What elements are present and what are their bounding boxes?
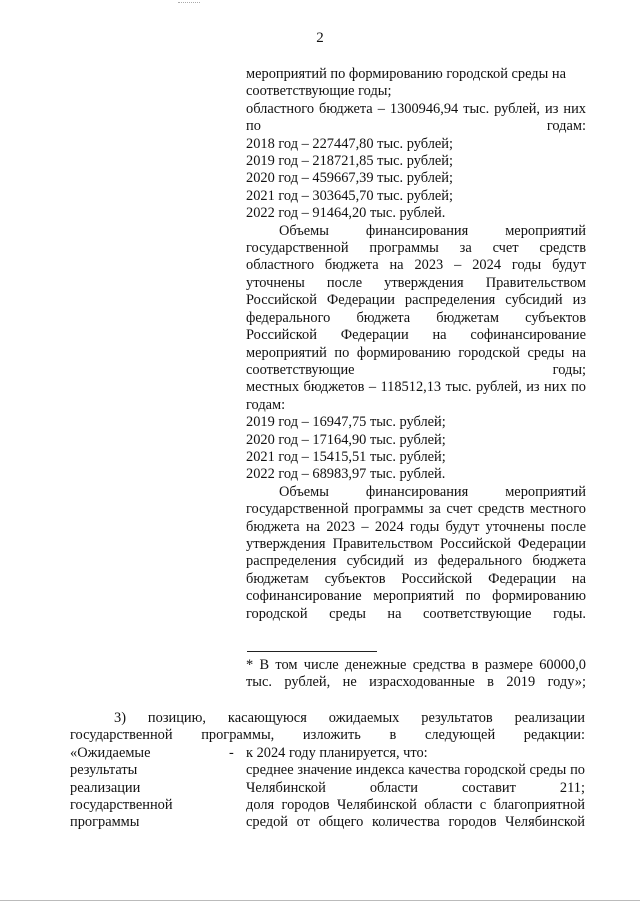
column-paragraph: 2021 год – 15415,51 тыс. рублей; (246, 448, 446, 465)
financing-column (246, 66, 586, 623)
column-paragraph: 2021 год – 303645,70 тыс. рублей; (246, 187, 453, 204)
label-line: результаты (70, 762, 138, 779)
result-paragraph: к 2024 году планируется, что: (246, 744, 428, 761)
label-line: «Ожидаемые (70, 744, 151, 761)
column-paragraph: областного бюджета – 1300946,94 тыс. рублей, из них по годам: (246, 100, 586, 135)
result-paragraph: среднее значение индекса качества городской среды по Челябинской области составит 211; (246, 762, 585, 796)
label-line: реализации (70, 779, 141, 796)
expected-results-content (225, 745, 585, 832)
column-paragraph: 2019 год – 218721,85 тыс. рублей; (246, 153, 453, 170)
column-paragraph: Объемы финансирования мероприятий государственной программы за счет средств местного бюджета на 2023 – 2024 годы будут уточнены после утверждения Правительством Российской Федерации распределения субсидий из федерального бюджета бюджетам субъектов Российской Федерации на софинансирование мероприятий по формированию городской среды на соответствующие годы. (246, 483, 586, 622)
column-paragraph: 2022 год – 91464,20 тыс. рублей. (246, 205, 446, 222)
footnote-divider (247, 651, 377, 652)
label-line: программы (70, 814, 140, 831)
label-dash: - (229, 744, 234, 761)
footnote: * В том числе денежные средства в размере 60000,0 тыс. рублей, не израсходованные в 2019 году»; (246, 657, 586, 691)
column-paragraph: мероприятий по формированию городской среды на соответствующие годы; (246, 66, 566, 100)
column-paragraph: Объемы финансирования мероприятий государственной программы за счет средств областного бюджета на 2023 – 2024 годы будут уточнены после утверждения Правительством Российской Федерации распределения субсидий из федерального бюджета бюджетам субъектов Российской Федерации на софинансирование мероприятий по формированию городской среды на соответствующие годы; (246, 222, 586, 378)
scan-artifact (178, 2, 200, 5)
main-text (70, 710, 585, 832)
column-paragraph: 2018 год – 227447,80 тыс. рублей; (246, 135, 453, 152)
expected-results-label (70, 744, 234, 832)
result-paragraph: доля городов Челябинской области с благоприятной средой от общего количества городов Челябинской (246, 797, 585, 831)
column-paragraph: местных бюджетов – 118512,13 тыс. рублей, из них по годам: (246, 379, 586, 413)
column-paragraph: 2020 год – 17164,90 тыс. рублей; (246, 431, 446, 448)
column-paragraph: 2022 год – 68983,97 тыс. рублей. (246, 466, 446, 483)
column-paragraph: 2019 год – 16947,75 тыс. рублей; (246, 414, 446, 431)
page-number: 2 (316, 30, 324, 46)
expected-results-row (70, 745, 585, 832)
page-bottom-edge (0, 900, 640, 901)
label-line: государственной (70, 797, 173, 814)
item-3-paragraph: 3) позицию, касающуюся ожидаемых результатов реализации государственной программы, изложить в следующей редакции: (70, 710, 585, 744)
column-paragraph: 2020 год – 459667,39 тыс. рублей; (246, 170, 453, 187)
